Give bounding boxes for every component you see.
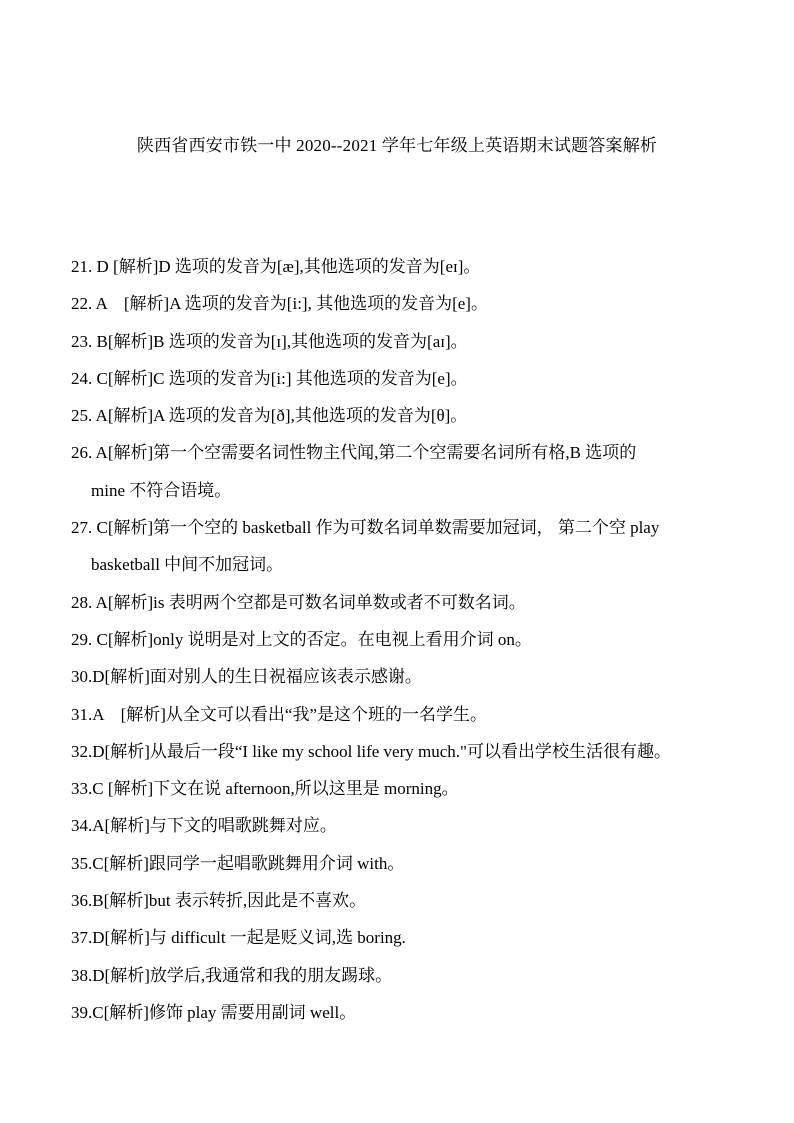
answer-item-37: [71, 919, 741, 956]
answer-list: [71, 248, 741, 1031]
answer-text: 33.C [解析]下文在说 afternoon,所以这里是 morning。: [71, 779, 459, 799]
answer-item-33: [71, 770, 741, 807]
answer-text: 37.D[解析]与 difficult 一起是贬义词,选 boring.: [71, 928, 406, 948]
answer-text: 34.A[解析]与下文的唱歌跳舞对应。: [71, 816, 337, 836]
answer-text: 30.D[解析]面对别人的生日祝福应该表示感谢。: [71, 667, 422, 687]
answer-item-21: [71, 248, 741, 285]
answer-continuation: mine 不符合语境。: [91, 480, 232, 500]
answer-item-25: [71, 397, 741, 434]
answer-text: 24. C[解析]C 选项的发音为[i:] 其他选项的发音为[e]。: [71, 368, 468, 388]
answer-item-27: [71, 509, 741, 584]
answer-item-39: [71, 994, 741, 1031]
answer-text: 32.D[解析]从最后一段“I like my school life very much."可以看出学校生活很有趣。: [71, 741, 671, 761]
answer-text: 22. A [解析]A 选项的发音为[i:], 其他选项的发音为[e]。: [71, 294, 488, 314]
answer-text: 29. C[解析]only 说明是对上文的否定。在电视上看用介词 on。: [71, 629, 532, 649]
answer-text: 27. C[解析]第一个空的 basketball 作为可数名词单数需要加冠词， 第二个空 play: [71, 518, 660, 538]
answer-text: 25. A[解析]A 选项的发音为[ð],其他选项的发音为[θ]。: [71, 406, 468, 426]
answer-text: 39.C[解析]修饰 play 需要用副词 well。: [71, 1002, 357, 1022]
answer-item-29: [71, 621, 741, 658]
answer-text: 36.B[解析]but 表示转折,因此是不喜欢。: [71, 891, 367, 911]
answer-item-38: [71, 957, 741, 994]
answer-item-35: [71, 845, 741, 882]
answer-text: 23. B[解析]B 选项的发音为[ɪ],其他选项的发音为[aɪ]。: [71, 331, 468, 351]
answer-item-22: [71, 285, 741, 322]
answer-item-23: [71, 323, 741, 360]
answer-item-30: [71, 658, 741, 695]
answer-text: 26. A[解析]第一个空需要名词性物主代闻,第二个空需要名词所有格,B 选项的: [71, 443, 637, 463]
answer-item-31: [71, 696, 741, 733]
answer-text: 35.C[解析]跟同学一起唱歌跳舞用介词 with。: [71, 853, 405, 873]
answer-text: 38.D[解析]放学后,我通常和我的朋友踢球。: [71, 965, 393, 985]
answer-text: 21. D [解析]D 选项的发音为[æ],其他选项的发音为[eɪ]。: [71, 257, 481, 276]
answer-item-24: [71, 360, 741, 397]
document-title: 陕西省西安市铁一中 2020--2021 学年七年级上英语期末试题答案解析: [136, 136, 658, 155]
answer-item-26: [71, 434, 741, 509]
answer-item-32: [71, 733, 741, 770]
answer-item-36: [71, 882, 741, 919]
answer-continuation: basketball 中间不加冠词。: [91, 555, 284, 575]
answer-item-28: [71, 584, 741, 621]
answer-item-34: [71, 807, 741, 844]
answer-text: 28. A[解析]is 表明两个空都是可数名词单数或者不可数名词。: [71, 592, 526, 612]
answer-text: 31.A [解析]从全文可以看出“我”是这个班的一名学生。: [71, 704, 488, 724]
